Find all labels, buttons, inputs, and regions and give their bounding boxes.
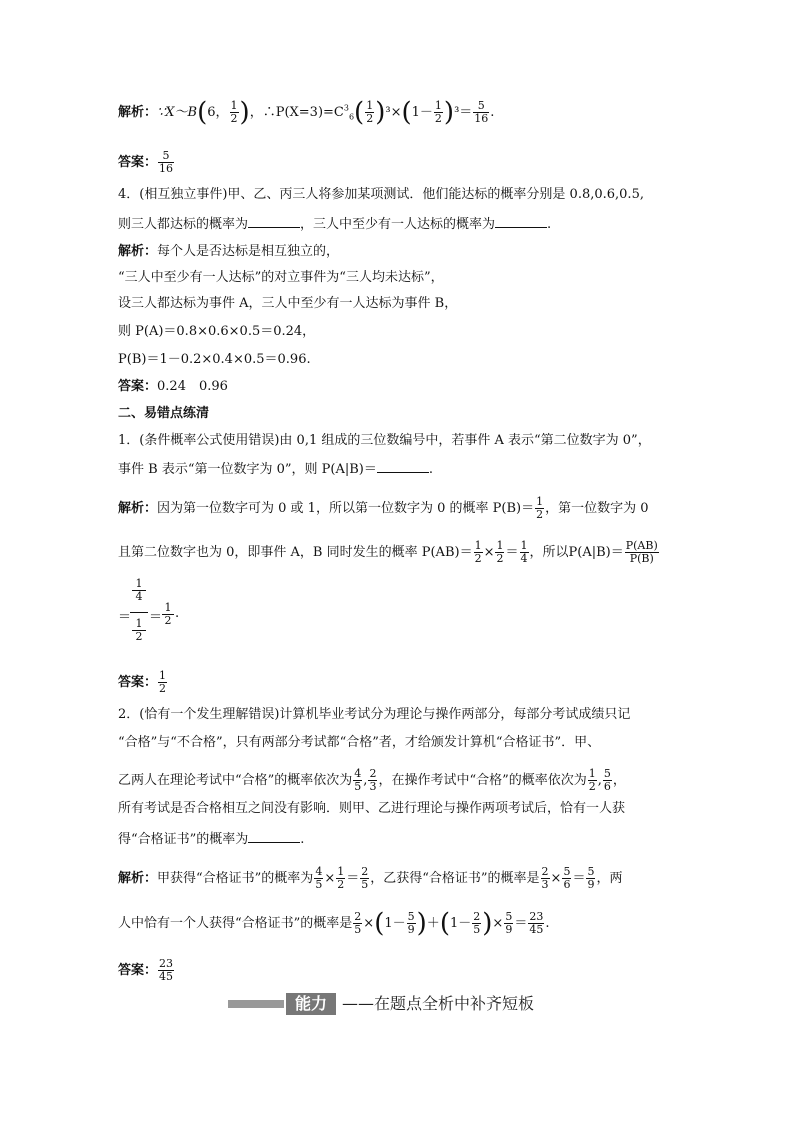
solution-2-line2: 人中恰有一个人获得“合格证书”的概率是 $\frac{2}{5}$ ×(1－ $\frac{5}{9}$ )＋(1－ $\frac{2}{5}$ )× $\frac{5}{9}$ ＝ $\frac{23}{45}$ . [118,908,550,939]
problem-2-line5: 得“合格证书”的概率为 . [118,832,305,847]
problem-2-line1: 2．(恰有一个发生理解错误)计算机毕业考试分为理论与操作两部分，每部分考试成绩只记 [118,707,631,722]
question-4-line1: 4．(相互独立事件)甲、乙、丙三人将参加某项测试．他们能达标的概率分别是 0.8,0.6,0.5, [118,187,644,202]
problem-2-line2: “合格”与“不合格”，只有两部分考试都“合格”者，才给颁发计算机“合格证书”．甲、 [118,735,601,750]
problem-2-line4: 所有考试是否合格相互之间没有影响．则甲、乙进行理论与操作两项考试后，恰有一人获 [118,801,626,816]
problem-1-line1: 1．(条件概率公式使用错误)由 0,1 组成的三位数编号中，若事件 A 表示“第二位数字为 0”， [118,433,651,448]
solution-4-line2: “三人中至少有一人达标”的对立事件为“三人均未达标”， [118,270,444,285]
answer-2: 答案： $\frac{23}{45}$ [118,957,174,983]
section-heading: 二、易错点练清 [118,406,210,421]
question-4-line2: 则三人都达标的概率为 ，三人中至少有一人达标的概率为 . [118,217,552,232]
answer-blank [248,830,300,843]
fraction-1-2: $\frac{1}{2}$ [230,99,238,125]
solution-1-line2: 且第二位数字也为 0，即事件 A，B 同时发生的概率 P(AB)＝ $\frac{1}{2}$ × $\frac{1}{2}$ ＝ $\frac{1}{4}$ ，所以P(A|B)＝ $\frac{P(AB)}{P(B)}$ [118,539,658,565]
problem-1-line2: 事件 B 表示“第一位数字为 0”，则 P(A|B)＝ . [118,462,433,477]
compound-fraction: 1 4 ＝ 1 2 ＝ 1 2 . [118,577,180,643]
problem-2-line3: 乙两人在理论考试中“合格”的概率依次为 $\frac{4}{5}$ , $\frac{2}{3}$ ，在操作考试中“合格”的概率依次为 $\frac{1}{2}$ , $\frac{5}{6}$ ， [118,767,626,793]
solution-1-line1: 解析：因为第一位数字可为 0 或 1，所以第一位数字为 0 的概率 P(B)＝ $\frac{1}{2}$ ，第一位数字为 0 [118,495,649,521]
banner-bar [228,1000,284,1008]
solution-4-line5: P(B)＝1－0.2×0.4×0.5＝0.96. [118,352,311,367]
solution-binomial: 解析：∵X～B(6， $\frac{1}{2}$ )，$\therefore P(X=3)=C^3_6$( $\frac{1}{2}$ )³×(1－ $\frac{1}{2}$ )³＝ $\frac{5}{16}$ . [118,97,495,128]
answer-blank [377,460,429,473]
solution-4-line4: 则 P(A)＝0.8×0.6×0.5＝0.24， [118,324,316,339]
section-banner [228,993,558,1015]
answer-binomial: 答案： $\frac{5}{16}$ [118,149,174,175]
solution-label: 解析： [118,105,158,120]
solution-2-line1: 解析：甲获得“合格证书”的概率为 $\frac{4}{5}$ × $\frac{1}{2}$ ＝ $\frac{2}{5}$ ，乙获得“合格证书”的概率是 $\frac{2}{3}$ × $\frac{5}{6}$ ＝ $\frac{5}{9}$ ，两 [118,865,623,891]
solution-4-line3: 设三人都达标为事件 A，三人中至少有一人达标为事件 B， [118,296,458,311]
fraction-5-16: $\frac{5}{16}$ [474,99,489,125]
banner-subtitle: ——在题点全析中补齐短板 [342,994,535,1013]
answer-4: 答案：0.24 0.96 [118,379,228,394]
answer-blank [495,215,547,228]
answer-1: 答案： $\frac{1}{2}$ [118,669,167,695]
solution-4-line1: 解析：每个人是否达标是相互独立的， [118,244,340,259]
banner-title: 能力 [286,993,336,1015]
answer-blank [248,215,300,228]
